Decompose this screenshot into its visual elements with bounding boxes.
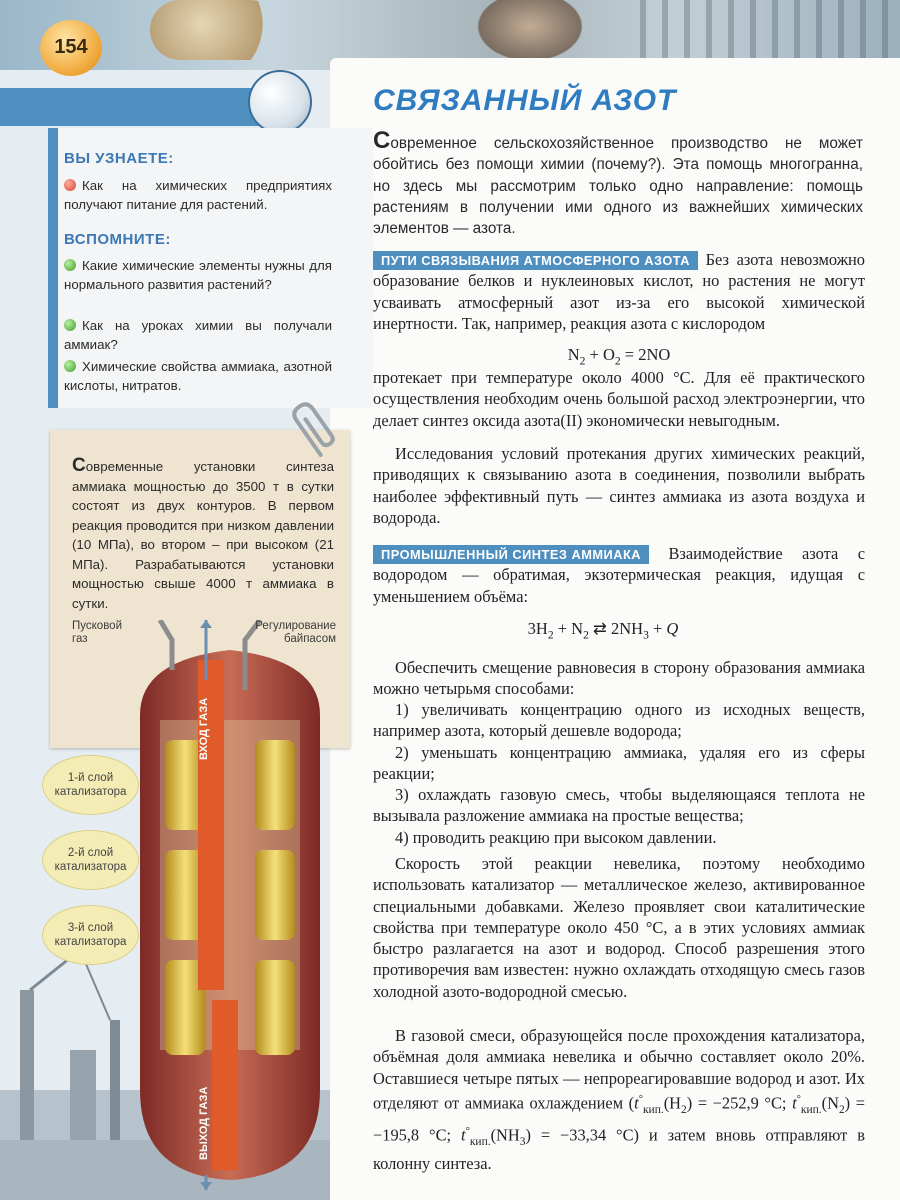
bypass-label: Регулирование байпасом	[255, 620, 336, 645]
catalyst-layer-1-label: 1-й слой катализатора	[42, 755, 139, 815]
recall-item: Как на уроках химии вы получали аммиак?	[64, 318, 332, 352]
section2-paragraph-4: В газовой смеси, образующейся после прохождения катализатора, объёмная доля аммиака невелика и обычно составляет около 20%. Оставшиеся четыре пятых — непрореагировавшие водород и азот. Их отделяют от аммиака охлаждением ($t^\circ_{кип.}(H_2) = -252,9$ °С; $t^\circ_{кип.}(N_2) = -195,8$ °С; $t^\circ_{кип.}(NH_3) = -33,34$ °С) и затем вновь отправляют в колонну синтеза.	[373, 1026, 866, 1173]
gas-out-label: ВЫХОД ГАЗА	[198, 1086, 210, 1160]
start-gas-label: Пусковой газ	[72, 620, 122, 645]
bullet-red-icon	[64, 179, 76, 191]
bullet-green-icon	[64, 319, 76, 331]
section2-paragraph-3: Скорость этой реакции невелика, поэтому необходимо использовать катализатор — металлическое железо, активированное специальными добавками. Железо проявляет свои каталитические свойства при температуре около 450 °С, а в этих условиях аммиак быстро разлагается на азот и водород. Способ разрешения этого противоречия вам известен: нужно охлаждать отходящую смесь газов холодной азото-водородной смесью.	[373, 854, 865, 1001]
list-item: 1) увеличивать концентрацию одного из исходных веществ, например азота, который дешевле водорода;	[373, 700, 865, 741]
list-item: 3) охлаждать газовую смесь, чтобы выделяющаяся теплота не вызывала разложение аммиака на простые вещества;	[373, 785, 865, 826]
sidebar-header-bar	[0, 88, 285, 126]
section1-paragraph-2: протекает при температуре около 4000 °С. Для её практического осуществления необходим очень большой расход электроэнергии, что делает синтез оксида азота(II) экономически невыгодным.	[373, 368, 865, 430]
formula-ammonia-synthesis: $3H_2 + N_2$ ⇄ $2NH_3 + Q$	[527, 619, 679, 642]
recall-item: Какие химические элементы нужны для нормального развития растений?	[64, 258, 332, 292]
catalyst-layer-3-label: 3-й слой катализатора	[42, 905, 139, 965]
page-number: 154	[54, 36, 88, 58]
recall-item: Химические свойства аммиака, азотной кислоты, нитратов.	[64, 359, 332, 393]
section1-heading: ПУТИ СВЯЗЫВАНИЯ АТМОСФЕРНОГО АЗОТА	[373, 251, 698, 270]
list-item: 4) проводить реакцию при высоком давлении.	[395, 827, 717, 847]
page-title: СВЯЗАННЫЙ АЗОТ	[373, 84, 677, 117]
recall-heading: ВСПОМНИТЕ:	[64, 231, 171, 248]
formula-n2-o2: $N_2 + O_2 = 2NO$	[567, 345, 671, 368]
bullet-green-icon	[64, 259, 76, 271]
learn-item: Как на химических предприятиях получают питание для растений.	[64, 178, 332, 212]
banner-decor	[150, 0, 280, 60]
gas-in-label: ВХОД ГАЗА	[198, 697, 210, 760]
section2-paragraph-2: Обеспечить смещение равновесия в сторону образования аммиака можно четырьмя способами:	[373, 658, 865, 699]
bullet-green-icon	[64, 360, 76, 372]
intro-paragraph: Современное сельскохозяйственное производство не может обойтись без помощи химии (почему?). Эта помощь многогранна, но здесь мы рассмотрим только одно направление: помощь растениям в получении ими одного из важнейших химических элементов — азота.	[373, 127, 863, 238]
section2-paragraph: ПРОМЫШЛЕННЫЙ СИНТЕЗ АММИАКА Взаимодействие азота с водородом — обратимая, экзотермическая реакция, идущая с уменьшением объёма:	[373, 544, 865, 606]
list-item: 2) уменьшать концентрацию аммиака, удаляя его из сферы реакции;	[373, 742, 865, 783]
note-text: Современные установки синтеза аммиака мощностью до 3500 т в сутки состоят из двух контуров. В первом реакция проводится при низком давлении (10 МПа), во втором – при высоком (21 МПа). Разрабатываются установки мощностью свыше 4000 т аммиака в сутки.	[72, 455, 334, 611]
paperclip-icon	[290, 398, 338, 458]
learn-heading: ВЫ УЗНАЕТЕ:	[64, 150, 174, 167]
sidebar-decor-circle	[248, 70, 312, 134]
catalyst-layer-2-label: 2-й слой катализатора	[42, 830, 139, 890]
banner-portrait	[470, 0, 590, 66]
section2-heading: ПРОМЫШЛЕННЫЙ СИНТЕЗ АММИАКА	[373, 545, 649, 564]
section1-paragraph-3: Исследования условий протекания других химических реакций, приводящих к связыванию азота в соединения, позволили выбрать наиболее эффективный путь — синтез аммиака из азота воздуха и водорода.	[373, 444, 865, 527]
section1-paragraph: ПУТИ СВЯЗЫВАНИЯ АТМОСФЕРНОГО АЗОТА Без азота невозможно образование белков и нуклеиновых кислот, но растения не могут усваивать атмосферный азот из-за его высокой химической инертности. Так, например, реакция азота с кислородом	[373, 250, 865, 333]
methods-list	[373, 699, 865, 848]
synthesis-column-diagram	[120, 620, 340, 1190]
